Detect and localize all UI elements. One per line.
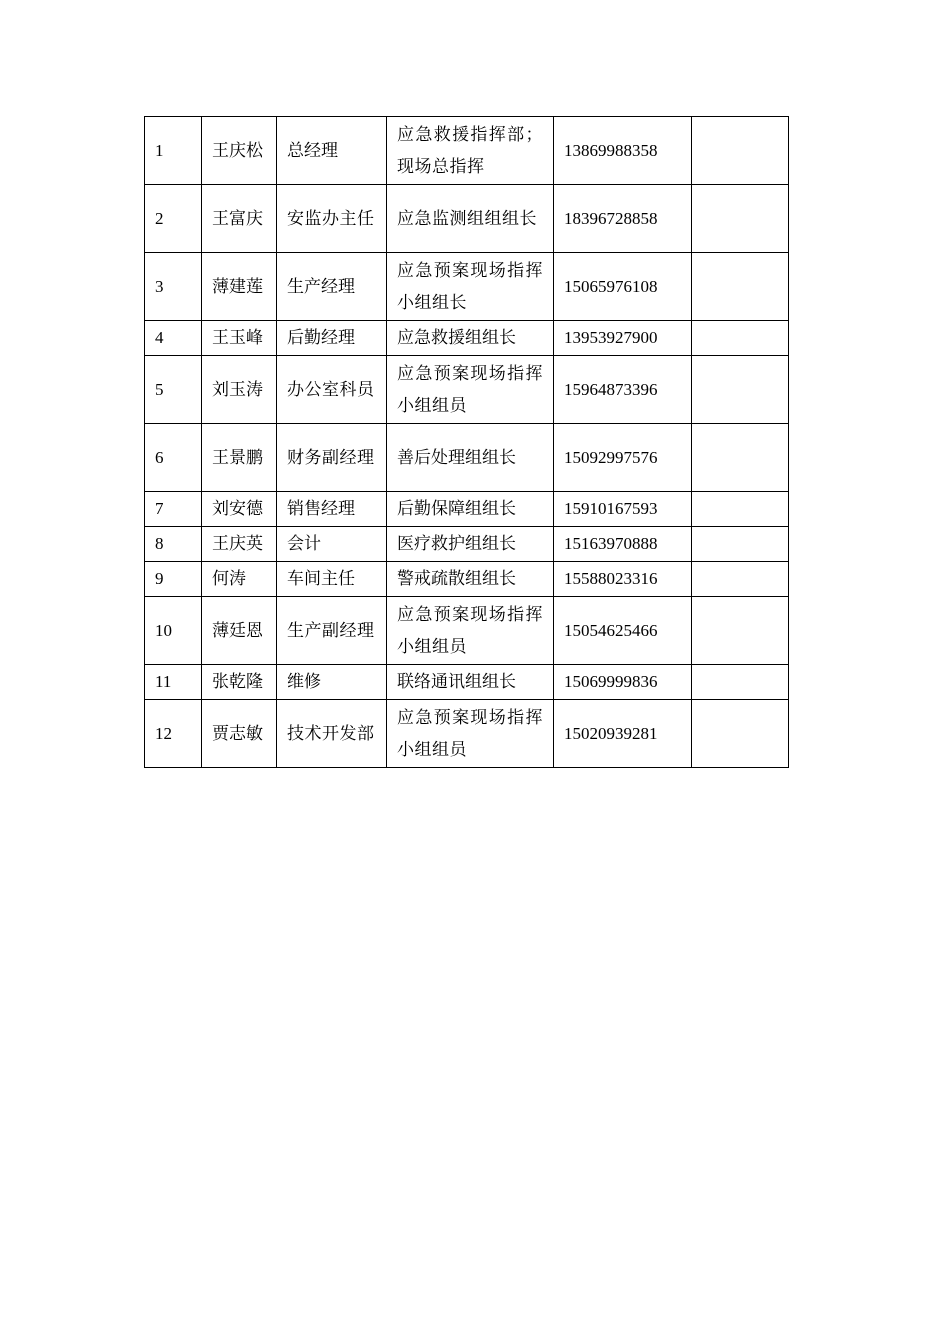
member-name: 王庆英 [202,527,277,562]
member-name: 张乾隆 [202,665,277,700]
member-position: 会计 [277,527,387,562]
table-row [145,700,789,768]
member-position: 办公室科员 [277,356,387,424]
table-row [145,562,789,597]
member-remark [692,185,789,253]
member-position: 生产经理 [277,253,387,321]
member-name: 王庆松 [202,117,277,185]
member-remark [692,321,789,356]
member-remark [692,492,789,527]
member-phone: 18396728858 [554,185,692,253]
member-position: 安监办主任 [277,185,387,253]
member-position: 财务副经理 [277,424,387,492]
member-phone: 15910167593 [554,492,692,527]
member-name: 王景鹏 [202,424,277,492]
row-number: 11 [145,665,202,700]
member-phone: 15092997576 [554,424,692,492]
member-phone: 15163970888 [554,527,692,562]
member-remark [692,597,789,665]
member-role: 应急预案现场指挥小组组员 [387,356,554,424]
row-number: 6 [145,424,202,492]
member-position: 销售经理 [277,492,387,527]
row-number: 10 [145,597,202,665]
member-phone: 15069999836 [554,665,692,700]
member-remark [692,665,789,700]
member-role: 应急预案现场指挥小组组长 [387,253,554,321]
member-role: 善后处理组组长 [387,424,554,492]
row-number: 5 [145,356,202,424]
member-remark [692,562,789,597]
table-row [145,527,789,562]
member-phone: 15588023316 [554,562,692,597]
member-role: 警戒疏散组组长 [387,562,554,597]
table-row [145,597,789,665]
member-role: 应急救援组组长 [387,321,554,356]
member-name: 贾志敏 [202,700,277,768]
table-row [145,492,789,527]
member-remark [692,424,789,492]
member-phone: 13869988358 [554,117,692,185]
member-remark [692,527,789,562]
member-remark [692,700,789,768]
row-number: 2 [145,185,202,253]
table-row [145,356,789,424]
member-role: 应急预案现场指挥小组组员 [387,700,554,768]
member-position: 生产副经理 [277,597,387,665]
member-role: 应急预案现场指挥小组组员 [387,597,554,665]
table-row [145,665,789,700]
member-name: 薄建莲 [202,253,277,321]
member-remark [692,117,789,185]
member-name: 王玉峰 [202,321,277,356]
row-number: 1 [145,117,202,185]
member-position: 车间主任 [277,562,387,597]
row-number: 12 [145,700,202,768]
member-role: 联络通讯组组长 [387,665,554,700]
member-name: 薄廷恩 [202,597,277,665]
member-position: 后勤经理 [277,321,387,356]
member-name: 刘玉涛 [202,356,277,424]
member-phone: 15964873396 [554,356,692,424]
row-number: 9 [145,562,202,597]
member-position: 技术开发部 [277,700,387,768]
member-remark [692,356,789,424]
table-row [145,321,789,356]
table-row [145,424,789,492]
member-role: 应急救援指挥部；现场总指挥 [387,117,554,185]
member-phone: 15065976108 [554,253,692,321]
member-role: 应急监测组组组长 [387,185,554,253]
table-row [145,253,789,321]
member-name: 王富庆 [202,185,277,253]
member-position: 总经理 [277,117,387,185]
member-phone: 15020939281 [554,700,692,768]
member-role: 医疗救护组组长 [387,527,554,562]
row-number: 8 [145,527,202,562]
member-phone: 15054625466 [554,597,692,665]
table-row [145,117,789,185]
row-number: 3 [145,253,202,321]
emergency-contact-table [144,116,789,768]
row-number: 7 [145,492,202,527]
member-name: 何涛 [202,562,277,597]
row-number: 4 [145,321,202,356]
member-phone: 13953927900 [554,321,692,356]
member-remark [692,253,789,321]
table-row [145,185,789,253]
member-name: 刘安德 [202,492,277,527]
member-role: 后勤保障组组长 [387,492,554,527]
member-position: 维修 [277,665,387,700]
